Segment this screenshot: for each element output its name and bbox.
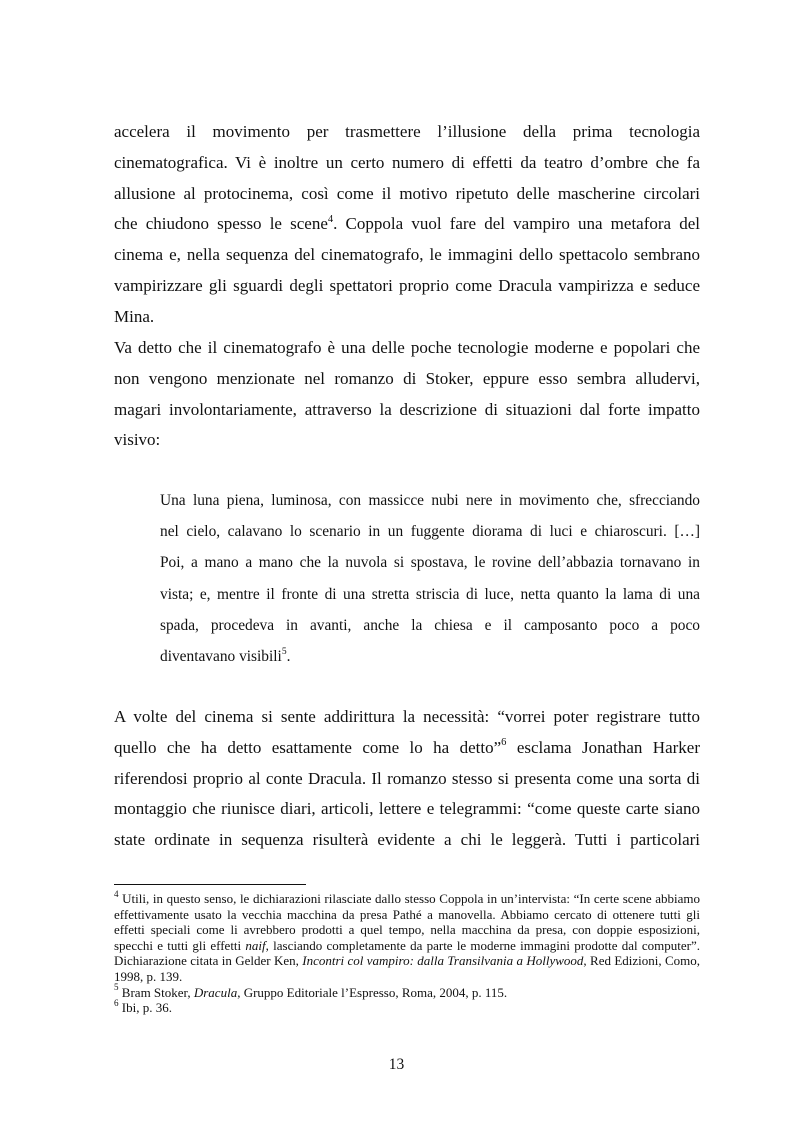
text-line: allusione al protocinema, così come il motivo ripetuto delle mascherine circolari [114,183,700,203]
text-span: , Red Edizioni, Como, 1998, p. 139. [114,953,701,984]
text-span: che chiudono spesso le scene [114,214,328,234]
footnote-6 [114,997,700,1016]
text-line: accelera il movimento per trasmettere l’illusione della prima tecnologia [114,122,700,141]
quote-line: Poi, a mano a mano che la nuvola si spostava, le rovine dell’abbazia tornavano in [160,554,700,572]
footnote-ref-6: 6 [501,737,507,749]
footnote-number: 6 [114,997,119,1008]
text-line: cinema e, nella sequenza del cinematografo, le immagini dello spettacolo sembrano [114,245,700,265]
paragraph-1 [114,117,700,333]
quote-line: spada, procedeva in avanti, anche la chiesa e il camposanto poco a poco [160,616,700,634]
text-span: quello che ha detto esattamente come lo ha detto” [114,737,502,757]
footnote-ref-4: 4 [327,213,334,225]
footnote-4 [114,888,701,985]
text-span: Utili, in questo senso, le dichiarazioni rilasciate dallo stesso Coppola in un’intervista: “In certe scene abbiamo effettivamente usato la vecchia macchina da presa Pathé a manovella. Abbiamo cercato di ottenere tutti gli effetti speciali come li avrebbero prodotti a quel tempo, nella macchina da presa, con doppie esposizioni, specchi e tutti gli effetti [114,891,700,953]
text-line [114,209,700,240]
footnote-ref-5: 5 [281,645,287,657]
text-line: non vengono menzionate nel romanzo di Stoker, eppure esso sembra alludervi, [114,368,700,388]
text-line: cinematografica. Vi è inoltre un certo numero di effetti da teatro d’ombre che fa [114,152,700,172]
quote-line: Una luna piena, luminosa, con massicce nubi nere in movimento che, sfrecciando [160,492,700,509]
text-span: Bram Stoker, [118,984,194,1000]
text-span: diventavano visibili [160,648,282,666]
footnote-5 [114,982,700,1001]
text-line: riferendosi proprio al conte Dracula. Il romanzo stesso si presenta come una sorta di [114,768,700,788]
text-span: . [286,648,291,666]
book-title: Incontri col vampiro: dalla Transilvania a Hollywood [302,953,584,969]
footnote-number: 5 [114,982,119,993]
paragraph-2 [114,333,700,456]
italic-term: naif [245,937,266,953]
text-line: A volte del cinema si sente addirittura la necessità: “vorrei poter registrare tutto [114,707,700,726]
quote-line: vista; e, mentre il fronte di una stretta striscia di luce, netta quanto la lama di una [160,585,700,603]
text-line: Mina. [114,306,155,326]
footnote-separator [114,884,306,885]
text-line: state ordinate in sequenza risulterà evidente a chi le leggerà. Tutti i particolari [114,830,700,850]
book-title: Dracula [193,984,238,1000]
text-line [114,733,700,764]
footnote-number: 4 [114,888,119,899]
text-span: . Coppola vuol fare del vampiro una metafora del [333,214,700,234]
text-span: esclama Jonathan Harker [506,737,700,757]
text-line: vampirizzare gli sguardi degli spettatori proprio come Dracula vampirizza e seduce [114,275,700,295]
footnotes [114,888,701,1016]
text-span: , lasciando completamente da parte le moderne immagini prodotte dal computer”. Dichiarazione citata in Gelder Ken, [114,937,700,969]
text-line: Va detto che il cinematografo è una delle poche tecnologie moderne e popolari che [114,338,700,357]
text-span: Ibi, p. 36. [118,1000,172,1016]
paragraph-3 [114,702,700,856]
page-number: 13 [388,1056,405,1073]
text-line: visivo: [114,430,161,450]
text-line: magari involontariamente, attraverso la descrizione di situazioni dal forte impatto [114,399,700,419]
quote-line: nel cielo, calavano lo scenario in un fuggente diorama di luci e chiaroscuri. […] [160,523,700,541]
quote-line [160,641,700,672]
text-span: , Gruppo Editoriale l’Espresso, Roma, 2004, p. 115. [237,984,508,1000]
text-line: montaggio che riunisce diari, articoli, lettere e telegrammi: “come queste carte siano [114,799,700,819]
block-quote [160,485,700,672]
